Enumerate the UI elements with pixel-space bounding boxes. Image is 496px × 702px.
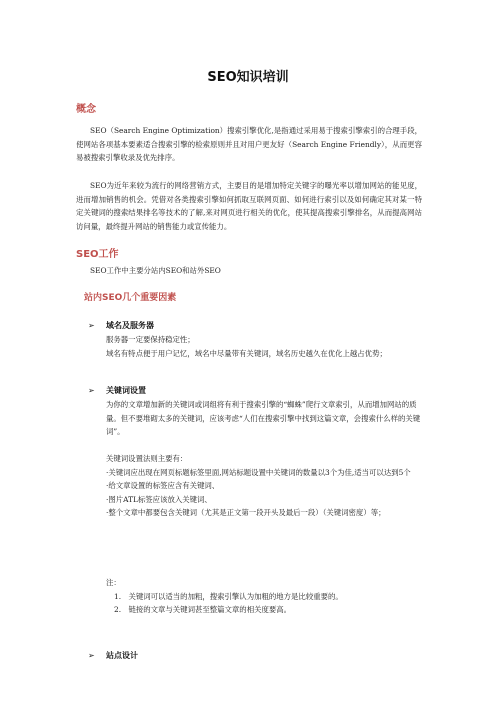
bullet-domain-server bbox=[88, 320, 154, 331]
arrow-bullet-icon: ➢ bbox=[88, 651, 95, 660]
paragraph-seo-definition: SEO（Search Engine Optimization）搜索引擎优化,是指通过采用易于搜索引擎索引的合理手段，使网站各项基本要素适合搜索引擎的检索原则并且对用户更友好（Search Engine Friendly），从而更容易被搜索引擎收录及优先排序。 bbox=[76, 126, 422, 163]
paragraph-seo-purpose: SEO为近年来较为流行的网络营销方式，主要目的是增加特定关键字的曝光率以增加网站的能见度，进而增加销售的机会。凭借对各类搜索引擎如何抓取互联网页面、如何进行索引以及如何确定其对某一特定关键词的搜索结果排名等技术的了解,来对网页进行相关的优化，使其提高搜索引擎排名，从而提高网站访问量，最终提升网站的销售能力或宣传能力。 bbox=[76, 181, 422, 231]
bullet-domain-server-label: 域名及服务器 bbox=[106, 321, 154, 330]
bullet-domain-server-body bbox=[106, 333, 428, 360]
keyword-rules-block bbox=[106, 452, 428, 520]
arrow-bullet-icon: ➢ bbox=[88, 386, 95, 395]
bullet-site-design-label: 站点设计 bbox=[106, 651, 138, 660]
paragraph-seo-work-intro: SEO工作中主要分站内SEO和站外SEO bbox=[90, 266, 221, 275]
note-item: 2. 链接的文章与关键词甚至整篇文章的相关度要高。 bbox=[114, 605, 292, 615]
section-heading-concept: 概念 bbox=[76, 104, 96, 115]
keyword-rule-item: ·图片ATL标签应该放入关键词、 bbox=[106, 494, 212, 504]
keyword-rules-title: 关键词设置法则主要有： bbox=[106, 454, 188, 463]
subheading-onsite-factors: 站内SEO几个重要因素 bbox=[84, 293, 177, 303]
notes-title: 注： bbox=[106, 578, 121, 587]
keyword-rule-item: ·给文章设置的标签应含有关键词、 bbox=[106, 481, 220, 491]
line-domain-advice: 域名有特点便于用户记忆，域名中尽量带有关键词，域名历史越久在优化上越占优势； bbox=[106, 348, 387, 358]
keyword-rule-item: ·关键词应出现在网页标题标签里面,网站标题设置中关键词的数量以3个为佳,适当可以达到5个 bbox=[106, 467, 411, 477]
bullet-keyword-settings bbox=[88, 385, 146, 396]
bullet-site-design bbox=[88, 650, 138, 661]
arrow-bullet-icon: ➢ bbox=[88, 321, 95, 330]
keyword-rule-item: ·整个文章中都要包含关键词（尤其是正文第一段开头及最后一段）（关键词密度）等； bbox=[106, 508, 386, 518]
paragraph-keyword-intro: 为你的文章增加新的关键词或词组将有利于搜索引擎的“蜘蛛”爬行文章索引，从而增加网站的质量。但不要堆砌太多的关键词，应该考虑“人们在搜索引擎中找到这篇文章，会搜索什么样的关键词”。 bbox=[106, 400, 421, 437]
line-server-stability: 服务器一定要保持稳定性； bbox=[106, 335, 195, 344]
page-title: SEO知识培训 bbox=[207, 70, 289, 85]
bullet-keyword-settings-label: 关键词设置 bbox=[106, 386, 146, 395]
section-heading-seo-work: SEO工作 bbox=[76, 249, 119, 260]
notes-block bbox=[106, 576, 428, 617]
note-item: 1. 关键词可以适当的加粗，搜索引擎认为加粗的地方是比较重要的。 bbox=[114, 591, 343, 601]
